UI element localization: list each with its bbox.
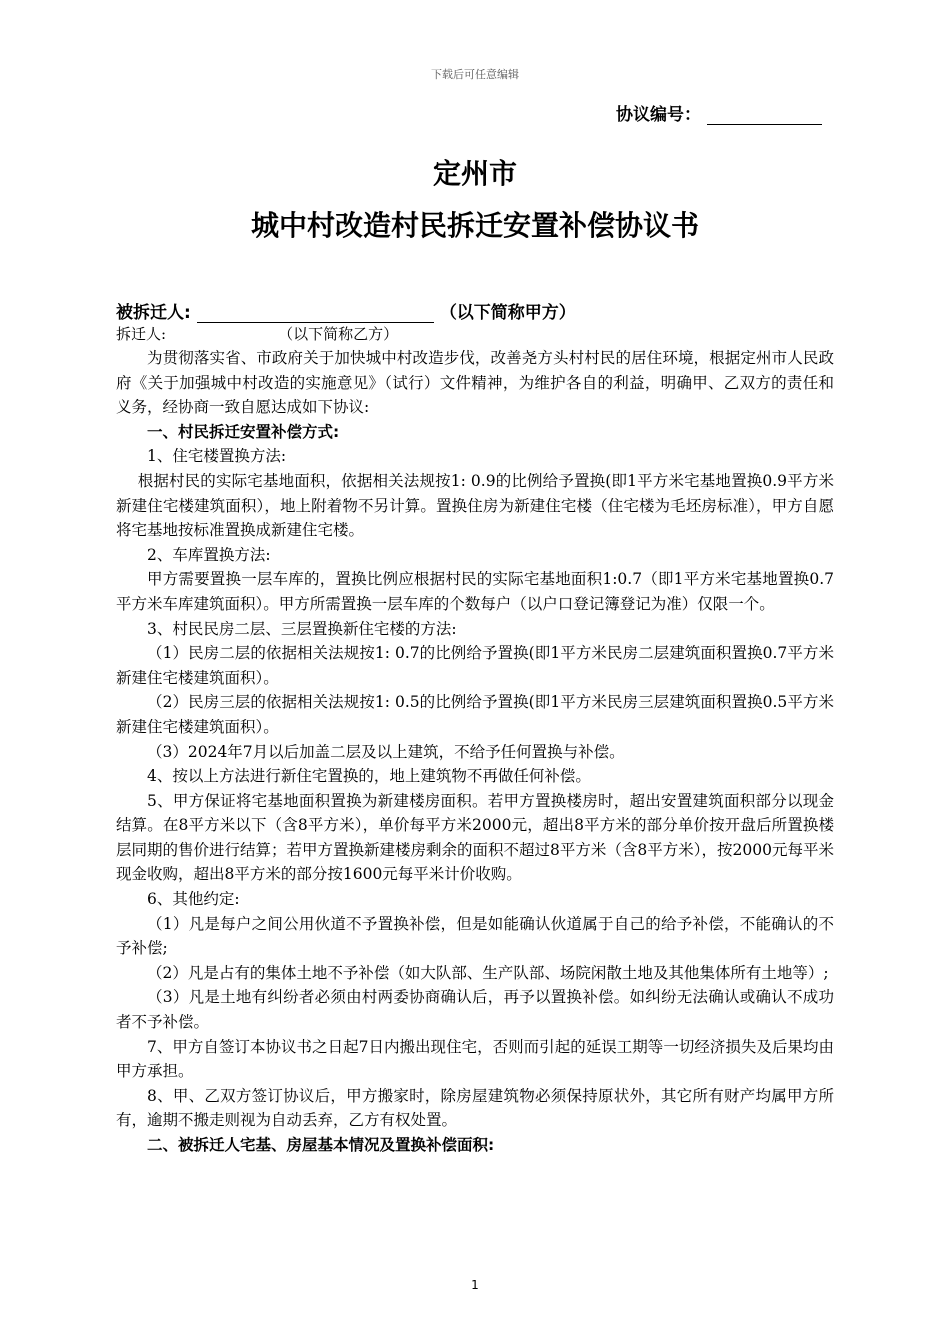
item-6-2: （2）凡是占有的集体土地不予补偿（如大队部、生产队部、场院闲散土地及其他集体所有土地等）; (147, 963, 829, 982)
party-b-label: 拆迁人: (116, 325, 167, 343)
party-a-line (116, 298, 576, 323)
agreement-body (116, 346, 834, 1158)
agreement-number-blank (707, 108, 822, 125)
party-a-label: 被拆迁人: (116, 303, 191, 323)
section-1-heading: 一、村民拆迁安置补偿方式: (147, 422, 340, 441)
document-title-city: 定州市 (432, 157, 517, 190)
header-note: 下载后可任意编辑 (431, 68, 519, 81)
item-6-3: （3）凡是土地有纠纷者必须由村两委协商确认后，再予以置换补偿。如纠纷无法确认或确认不成功者不予补偿。 (116, 988, 834, 1032)
item-6-1: （1）凡是每户之间公用伙道不予置换补偿，但是如能确认伙道属于自己的给予补偿，不能确认的不予补偿; (116, 914, 834, 958)
item-3-3: （3）2024年7月以后加盖二层及以上建筑，不给予任何置换与补偿。 (147, 742, 625, 761)
party-b-suffix: （以下简称乙方） (278, 325, 399, 343)
item-5: 5、甲方保证将宅基地面积置换为新建楼房面积。若甲方置换楼房时，超出安置建筑面积部分以现金结算。在8平方米以下（含8平方米），单价每平方米2000元，超出8平方米的部分单价按开盘后所置换楼层同期的售价进行结算；若甲方置换新建楼房剩余的面积不超过8平方米（含8平方米），按2000元每平米现金收购，超出8平方米的部分按1600元每平米计价收购。 (116, 791, 834, 884)
party-a-blank (197, 306, 434, 323)
document-title: 城中村改造村民拆迁安置补偿协议书 (250, 209, 699, 242)
item-3-heading: 3、村民民房二层、三层置换新住宅楼的方法: (147, 619, 457, 638)
item-3-2: （2）民房三层的依据相关法规按1: 0.5的比例给予置换(即1平方米民房三层建筑面积置换0.5平方米新建住宅楼建筑面积）。 (116, 693, 834, 736)
item-1-heading: 1、住宅楼置换方法: (147, 447, 287, 466)
item-3-1: （1）民房二层的依据相关法规按1: 0.7的比例给予置换(即1平方米民房二层建筑面积置换0.7平方米新建住宅楼建筑面积）。 (116, 644, 834, 687)
item-7: 7、甲方自签订本协议书之日起7日内搬出现住宅，否则而引起的延误工期等一切经济损失及后果均由甲方承担。 (116, 1037, 834, 1081)
item-2-heading: 2、车库置换方法: (147, 545, 271, 564)
party-b-line (116, 323, 398, 344)
party-a-suffix: （以下简称甲方） (439, 303, 576, 323)
item-8: 8、甲、乙双方签订协议后，甲方搬家时，除房屋建筑物必须保持原状外，其它所有财产均属甲方所有，逾期不搬走则视为自动丢弃，乙方有权处置。 (116, 1086, 834, 1130)
agreement-number (616, 100, 822, 125)
item-4: 4、按以上方法进行新住宅置换的，地上建筑物不再做任何补偿。 (147, 767, 591, 786)
section-2-heading: 二、被拆迁人宅基、房屋基本情况及置换补偿面积: (147, 1136, 495, 1154)
intro-paragraph: 为贯彻落实省、市政府关于加快城中村改造步伐，改善尧方头村村民的居住环境，根据定州市人民政府《关于加强城中村改造的实施意见》（试行）文件精神，为维护各自的利益，明确甲、乙双方的责任和义务，经协商一致自愿达成如下协议: (116, 349, 834, 417)
item-2-text: 甲方需要置换一层车库的，置换比例应根据村民的实际宅基地面积1:0.7（即1平方米宅基地置换0.7平方米车库建筑面积）。甲方所需置换一层车库的个数每户（以户口登记簿登记为准）仅限一个。 (116, 570, 834, 613)
agreement-number-label: 协议编号： (616, 105, 701, 125)
item-1-text: 根据村民的实际宅基地面积，依据相关法规按1: 0.9的比例给予置换(即1平方米宅基地置换0.9平方米新建住宅楼建筑面积），地上附着物不另计算。置换住房为新建住宅楼（住宅楼为毛坯房标准），甲方自愿将宅基地按标准置换成新建住宅楼。 (116, 471, 834, 540)
page-number: 1 (471, 1278, 479, 1292)
item-6-heading: 6、其他约定: (147, 890, 240, 909)
